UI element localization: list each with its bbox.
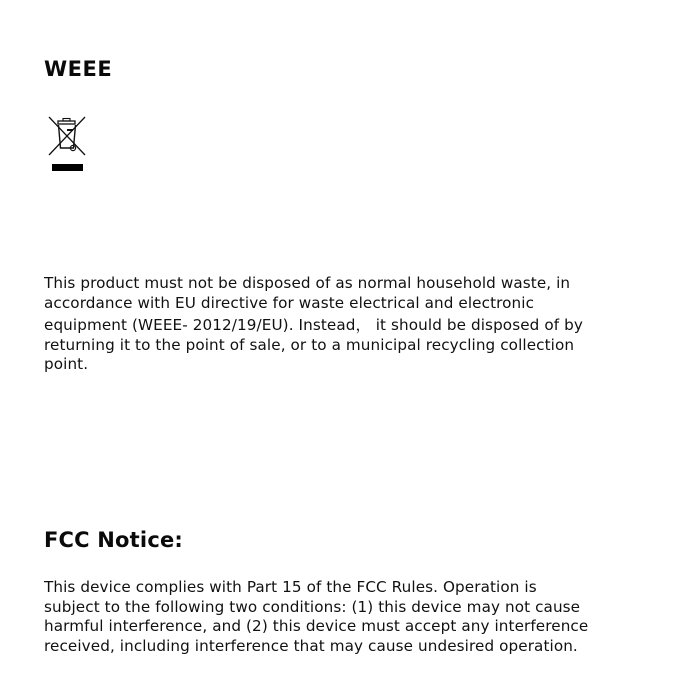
crossed-out-wheelie-bin-icon: [46, 115, 88, 173]
fcc-notice-paragraph: [44, 578, 588, 657]
paragraph-line: accordance with EU directive for waste electrical and electronic: [44, 293, 535, 312]
paragraph-line: This product must not be disposed of as normal household waste, in: [44, 274, 571, 292]
weee-heading: WEEE: [44, 57, 113, 81]
paragraph-line: received, including interference that may cause undesired operation.: [44, 637, 578, 656]
weee-disposal-paragraph: [44, 274, 583, 375]
paragraph-line: subject to the following two conditions: (1) this device may not cause: [44, 597, 581, 616]
paragraph-line: harmful interference, and (2) this device must accept any interference: [44, 617, 589, 636]
paragraph-line: This device complies with Part 15 of the FCC Rules. Operation is: [44, 578, 537, 596]
paragraph-line: point.: [44, 355, 89, 373]
paragraph-line: returning it to the point of sale, or to a municipal recycling collection: [44, 335, 575, 354]
fcc-notice-heading: FCC Notice:: [44, 528, 184, 552]
paragraph-line: equipment (WEEE- 2012/19/EU). Instead， it should be disposed of by: [44, 316, 583, 334]
